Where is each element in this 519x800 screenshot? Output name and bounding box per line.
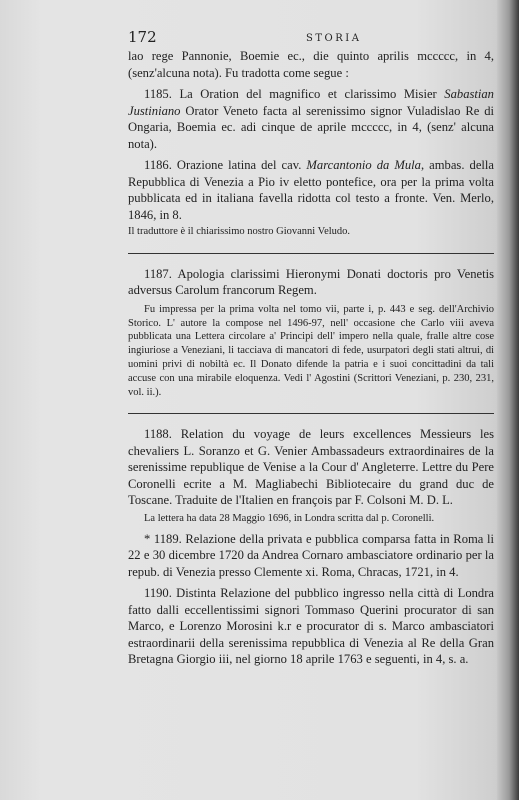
entry-text: , ambas. della Repubblica di Venezia a Pio iv eletto pontefice, ora per la prima volta pubblicata ed in italiana favella ridotta col testo a fronte. Ven. Merlo, 1846, in 8. (128, 158, 494, 222)
page-content (128, 48, 494, 668)
entry-text: La Oration del magnifico et clarissimo Misier (179, 87, 437, 101)
entry-1189 (128, 531, 494, 581)
page-number: 172 (128, 28, 157, 46)
running-head: STORIA (306, 33, 362, 44)
entry-1188-note: La lettera ha data 28 Maggio 1696, in Londra scritta dal p. Coronelli. (144, 512, 435, 524)
section-divider (128, 413, 494, 414)
entry-number: 1190. (144, 586, 172, 601)
entry-1187 (128, 266, 494, 299)
entry-number: 1187. (144, 266, 172, 281)
entry-text: Relazione della privata e pubblica comparsa fatta in Roma li 22 e 30 dicembre 1720 da Andrea Cornaro ambasciatore ordinario per la repub. di Venezia presso Clemente xi. Roma, Chracas, 1721, in 4. (128, 531, 494, 579)
entry-text: Orazione latina del cav. (176, 158, 302, 172)
entry-text: Apologia clarissimi Hieronymi Donati doctoris pro Venetis adversus Carolum francorum Regem. (128, 266, 494, 298)
entry-1185 (128, 86, 494, 152)
entry-number: * 1189. (144, 531, 182, 546)
page-header (128, 28, 488, 48)
entry-number: 1188. (144, 427, 172, 442)
entry-number: 1186. (144, 158, 172, 172)
entry-text: Distinta Relazione del pubblico ingresso nella città di Londra fatto dalli eccellentissimi signori Tommaso Querini procurator di san Marco, e Lorenzo Morosini k.r e procurator di s. Marco ambasciatori estraordinarii della serenissima repubblica di Venezia al Re della Gran Bretagna Giorgio iii, nel giorno 18 aprile 1763 e seguenti, in 4, s. a. (128, 586, 494, 667)
entry-1186 (128, 157, 494, 223)
entry-text: Relation du voyage de leurs excellences Messieurs les chevaliers L. Soranzo et G. Venier Ambassadeurs extraordinaires de la serenissime republique de Venise a la Cour d' Angleterre. Lettre du Pere Coronelli ecrite a M. Magliabechi Bibliotecaire du grand duc de Toscane. Traduite de l'Italien en françois par F. Colsoni M. D. L. (128, 427, 494, 508)
entry-italic-name: Marcantonio da Mula (306, 158, 421, 172)
entry-1187-note: Fu impressa per la prima volta nel tomo vii, parte i, p. 443 e seg. dell'Archivio Storico. L' autore la compose nel 1496-97, nell' occasione che Carlo viii aveva pubblicata una Lettera circolare a' Principi dell' impero nella quale, fralle altre cose ingiuriose a Veneziani, li tacciava di mancatori di fede, usurpatori degli stati altrui, di uomini privi di nobiltà ec. Il Donato difende la patria e i suoi concittadini da tali accuse con una mirabile eloquenza. Vedi l' Agostini (Scrittori Veneziani, p. 230, 231, vol. ii.). (128, 303, 494, 398)
entry-1190 (128, 585, 494, 668)
entry-1188 (128, 426, 494, 509)
section-divider (128, 253, 494, 254)
entry-number: 1185. (144, 87, 172, 101)
entry-1184-continuation: lao rege Pannonie, Boemie ec., die quinto aprilis mccccc, in 4, (senz'alcuna nota). Fu tradotta come segue : (128, 49, 494, 80)
entry-1186-note: Il traduttore è il chiarissimo nostro Giovanni Veludo. (128, 226, 351, 237)
page-gutter-shadow (497, 0, 519, 800)
entry-text: Orator Veneto facta al serenissimo signor Vuladislao Re di Ongaria, Boemia ec. adi cinque de aprile mccccc, in 4, (senz' alcuna nota). (128, 103, 494, 151)
entry-italic-name: Sabastian Justiniano (128, 87, 494, 118)
